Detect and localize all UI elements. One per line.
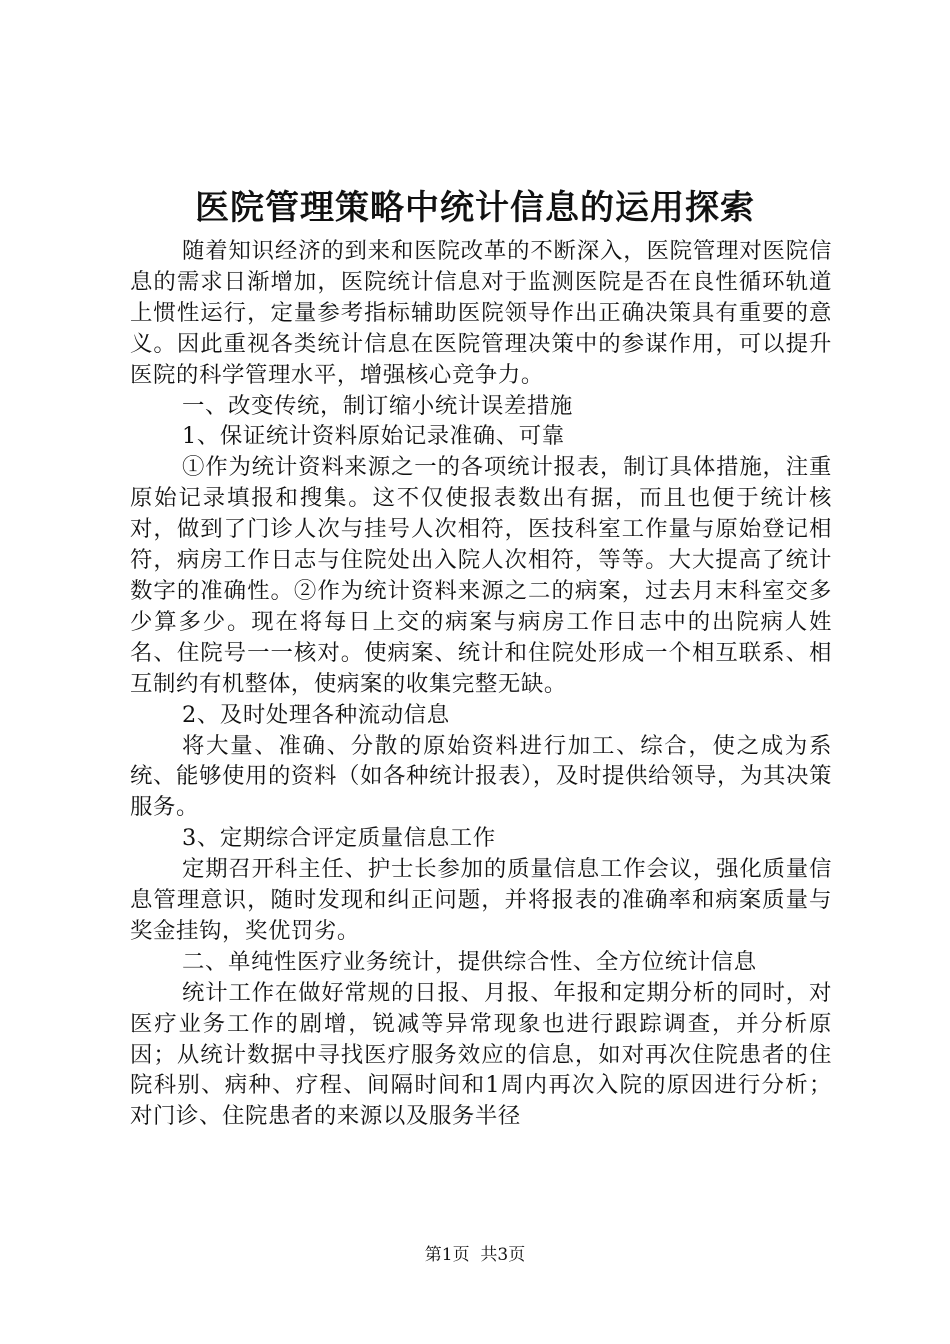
page-footer xyxy=(0,1244,950,1266)
paragraph-1-3: 定期召开科主任、护士长参加的质量信息工作会议，强化质量信息管理意识，随时发现和纠正问题，并将报表的准确率和病案质量与奖金挂钩，奖优罚劣。 xyxy=(130,856,832,944)
subheading-1-2: 2、及时处理各种流动信息 xyxy=(182,701,450,728)
document-title: 医院管理策略中统计信息的运用探索 xyxy=(195,188,755,228)
document-body xyxy=(130,236,832,1132)
section-heading-2: 二、单纯性医疗业务统计，提供综合性、全方位统计信息 xyxy=(182,948,757,975)
paragraph-1-1: ①作为统计资料来源之一的各项统计报表，制订具体措施，注重原始记录填报和搜集。这不仅使报表数出有据，而且也便于统计核对，做到了门诊人次与挂号人次相符，医技科室工作量与原始登记相符，病房工作日志与住院处出入院人次相符，等等。大大提高了统计数字的准确性。②作为统计资料来源之二的病案，过去月末科室交多少算多少。现在将每日上交的病案与病房工作日志中的出院病人姓名、住院号一一核对。使病案、统计和住院处形成一个相互联系、相互制约有机整体，使病案的收集完整无缺。 xyxy=(130,454,832,697)
page-number: 第1页 共3页 xyxy=(424,1245,526,1265)
intro-paragraph: 随着知识经济的到来和医院改革的不断深入，医院管理对医院信息的需求日渐增加，医院统计信息对于监测医院是否在良性循环轨道上惯性运行，定量参考指标辅助医院领导作出正确决策具有重要的意义。因此重视各类统计信息在医院管理决策中的参谋作用，可以提升医院的科学管理水平，增强核心竞争力。 xyxy=(130,238,832,388)
paragraph-1-2: 将大量、准确、分散的原始资料进行加工、综合，使之成为系统、能够使用的资料（如各种统计报表），及时提供给领导，为其决策服务。 xyxy=(130,732,832,821)
subheading-1-1: 1、保证统计资料原始记录准确、可靠 xyxy=(182,423,565,450)
section-heading-1: 一、改变传统，制订缩小统计误差措施 xyxy=(182,392,573,419)
subheading-1-3: 3、定期综合评定质量信息工作 xyxy=(182,825,496,852)
paragraph-2: 统计工作在做好常规的日报、月报、年报和定期分析的同时，对医疗业务工作的剧增，锐减等异常现象也进行跟踪调查，并分析原因；从统计数据中寻找医疗服务效应的信息，如对再次住院患者的住院科别、病种、疗程、间隔时间和1周内再次入院的原因进行分析；对门诊、住院患者的来源以及服务半径 xyxy=(130,979,832,1130)
